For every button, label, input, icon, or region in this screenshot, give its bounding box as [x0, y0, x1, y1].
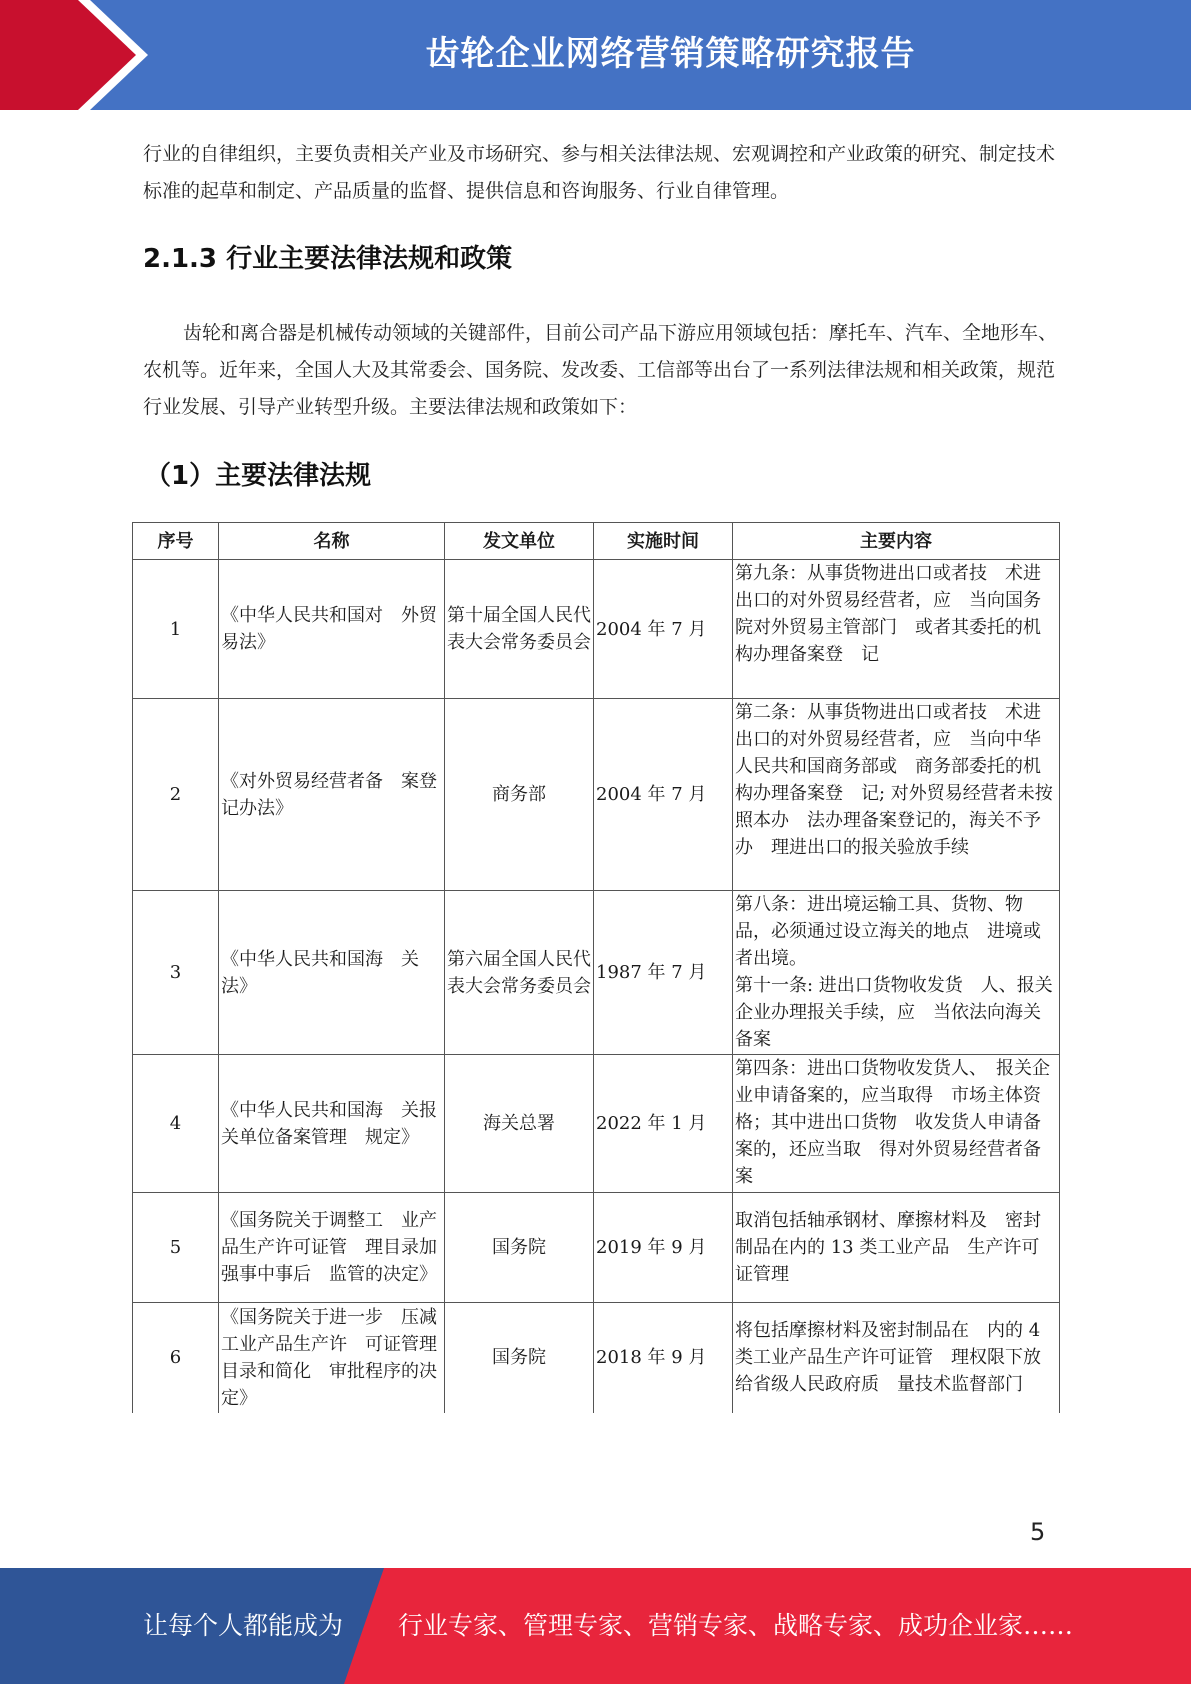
- cell-issuer: 第十届全国人民代表大会常务委员会: [445, 560, 594, 699]
- cell-content: 将包括摩擦材料及密封制品在 内的 4 类工业产品生产许可证管 理权限下放给省级人民政府质 量技术监督部门: [733, 1303, 1060, 1413]
- cell-name: 《国务院关于进一步 压减工业产品生产许 可证管理目录和简化 审批程序的决定》: [219, 1303, 445, 1413]
- header-arrow-decoration: [0, 0, 160, 110]
- table-header-row: [133, 523, 1060, 560]
- cell-no: 4: [133, 1055, 219, 1193]
- page-number: 5: [1030, 1518, 1046, 1546]
- header-date: 实施时间: [594, 523, 733, 560]
- footer-slogan-left: 让每个人都能成为: [143, 1611, 344, 1640]
- section-paragraph: 齿轮和离合器是机械传动领域的关键部件，目前公司产品下游应用领域包括：摩托车、汽车、全地形车、农机等。近年来，全国人大及其常委会、国务院、发改委、工信部等出台了一系列法律法规和相关政策，规范行业发展、引导产业转型升级。主要法律法规和政策如下：: [143, 322, 1058, 418]
- cell-no: 6: [133, 1303, 219, 1413]
- page-footer: [0, 1568, 1191, 1684]
- table-row: [133, 1193, 1060, 1303]
- cell-name: 《中华人民共和国对 外贸易法》: [219, 560, 445, 699]
- intro-paragraph: 行业的自律组织，主要负责相关产业及市场研究、参与相关法律法规、宏观调控和产业政策的研究、制定技术标准的起草和制定、产品质量的监督、提供信息和咨询服务、行业自律管理。: [143, 143, 1056, 202]
- cell-date: 2004 年 7 月: [594, 699, 733, 891]
- cell-name: 《国务院关于调整工 业产品生产许可证管 理目录加强事中事后 监管的决定》: [219, 1193, 445, 1303]
- table-row: [133, 699, 1060, 891]
- cell-name: 《中华人民共和国海 关报关单位备案管理 规定》: [219, 1055, 445, 1193]
- subsection-heading: （1）主要法律法规: [145, 461, 372, 491]
- cell-date: 2018 年 9 月: [594, 1303, 733, 1413]
- header-content: 主要内容: [733, 523, 1060, 560]
- cell-issuer: 国务院: [445, 1193, 594, 1303]
- cell-date: 2019 年 9 月: [594, 1193, 733, 1303]
- cell-no: 3: [133, 891, 219, 1055]
- cell-no: 1: [133, 560, 219, 699]
- page-header: [0, 0, 1191, 110]
- section-heading: 2.1.3 行业主要法律法规和政策: [143, 244, 513, 274]
- cell-name: 《中华人民共和国海 关法》: [219, 891, 445, 1055]
- table-row: [133, 1303, 1060, 1413]
- cell-name: 《对外贸易经营者备 案登记办法》: [219, 699, 445, 891]
- cell-date: 2022 年 1 月: [594, 1055, 733, 1193]
- header-name: 名称: [219, 523, 445, 560]
- laws-table: [132, 522, 1060, 1413]
- cell-no: 5: [133, 1193, 219, 1303]
- footer-slogan-right: 行业专家、管理专家、营销专家、战略专家、成功企业家……: [398, 1611, 1074, 1640]
- cell-date: 1987 年 7 月: [594, 891, 733, 1055]
- cell-content: 第四条：进出口货物收发货人、 报关企业申请备案的，应当取得 市场主体资格；其中进出口货物 收发货人申请备案的，还应当取 得对外贸易经营者备案: [733, 1055, 1060, 1193]
- header-no: 序号: [133, 523, 219, 560]
- cell-content: 第九条：从事货物进出口或者技 术进出口的对外贸易经营者，应 当向国务院对外贸易主管部门 或者其委托的机构办理备案登 记: [733, 560, 1060, 699]
- cell-issuer: 商务部: [445, 699, 594, 891]
- table-row: [133, 1055, 1060, 1193]
- table-row: [133, 560, 1060, 699]
- cell-content: 第八条：进出境运输工具、货物、物品，必须通过设立海关的地点 进境或者出境。 第十一条: 进出口货物收发货 人、报关企业办理报关手续，应 当依法向海关备案: [733, 891, 1060, 1055]
- cell-date: 2004 年 7 月: [594, 560, 733, 699]
- cell-issuer: 海关总署: [445, 1055, 594, 1193]
- cell-content: 取消包括轴承钢材、摩擦材料及 密封制品在内的 13 类工业产品 生产许可证管理: [733, 1193, 1060, 1303]
- table-row: [133, 891, 1060, 1055]
- cell-issuer: 第六届全国人民代表大会常务委员会: [445, 891, 594, 1055]
- report-title: 齿轮企业网络营销策略研究报告: [425, 34, 916, 74]
- cell-issuer: 国务院: [445, 1303, 594, 1413]
- cell-content: 第二条：从事货物进出口或者技 术进出口的对外贸易经营者，应 当向中华人民共和国商务部或 商务部委托的机构办理备案登 记; 对外贸易经营者未按照本办 法办理备案登记的，海关不予办 理进出口的报关验放手续: [733, 699, 1060, 891]
- cell-no: 2: [133, 699, 219, 891]
- header-issuer: 发文单位: [445, 523, 594, 560]
